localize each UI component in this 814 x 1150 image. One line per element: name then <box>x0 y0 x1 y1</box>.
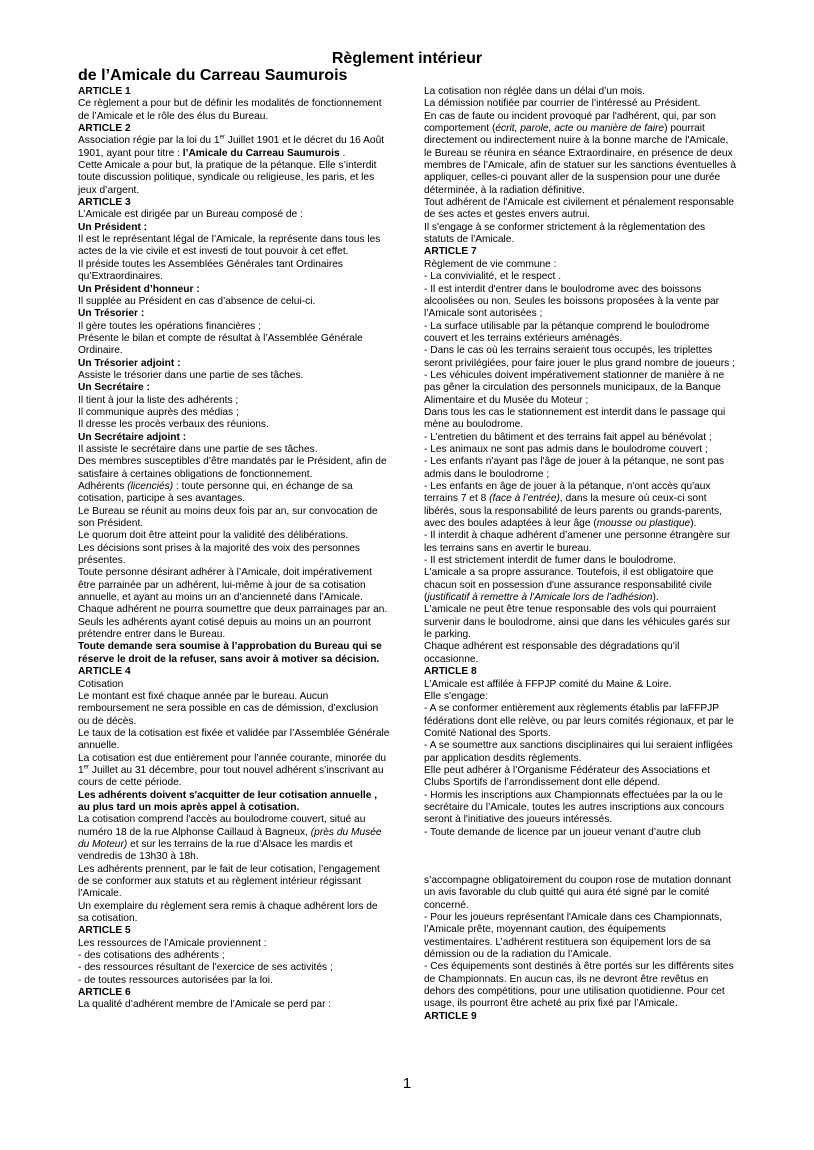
article-6-line-2: La démission notifiée par courrier de l’intéressé au Président. <box>424 98 701 110</box>
l10a: - Les enfants en âge de jouer à la pétanque, n'ont accès qu'aux terrains 7 et 8 <box>424 481 711 505</box>
right-column <box>424 86 736 1023</box>
article-7-item-12: - Il est strictement interdit de fumer dans le boulodrome. <box>424 555 676 567</box>
article-7-item-8: - Les animaux ne sont pas admis dans le boulodrome couvert ; <box>424 443 708 455</box>
l13c: ). <box>652 592 659 604</box>
l10c: , dans la mesure où ceux-ci sont libérés, sous la responsabilité de leurs parents ou grands-parents, avec des boules adaptées à leur âge ( <box>424 493 722 530</box>
article-7-item-10 <box>424 481 736 530</box>
bureau-eligibility-text: Seuls les adhérents ayant cotisé depuis au moins un an pourront prétendre entrer dans le Bureau. <box>78 616 371 641</box>
article-3-intro: L’Amicale est dirigée par un Bureau composé de : <box>78 209 303 221</box>
article-6-line-3 <box>424 111 736 197</box>
r3a: En cas de faute ou incident provoqué par l'adhérent, qui, par son comportement ( <box>424 110 716 135</box>
article-9-heading: ARTICLE 9 <box>424 1010 477 1022</box>
a4-5c: et sur les terrains de la rue d’Alsace les mardis et vendredis de 13h30 à 18h. <box>78 838 353 863</box>
article-7-item-2: - Il est interdit d'entrer dans le boulodrome avec des boissons alcoolisées ou non. Seules les boissons proposées à la vente par l’Amicale sont autorisées ; <box>424 283 720 320</box>
honorary-president-heading: Un Président d’honneur : <box>78 283 200 295</box>
article-8-text-1: L’Amicale est affilée à FFPJP comité du Maine & Loire. <box>424 678 672 690</box>
article-8-text-2: Elle s’engage: <box>424 690 489 702</box>
honorary-president-text: Il supplée au Président en cas d’absence de celui-ci. <box>78 295 316 307</box>
article-8-item-3: - Hormis les inscriptions aux Championnats effectuées par la ou le secrétaire du l’Amicale, toutes les autres inscriptions aux concours seront à l'initiative des joueurs intéressés. <box>424 789 725 826</box>
article-8-text-3: Elle peut adhérer à l’Organisme Fédérateur des Associations et Clubs Sportifs de l’arrondissement dont elle dépend. <box>424 764 710 789</box>
a2-text-d: . <box>339 147 346 159</box>
treasurer-heading: Un Trésorier : <box>78 308 145 320</box>
a2-sup: er <box>219 134 225 141</box>
article-4-heading: ARTICLE 4 <box>78 666 131 678</box>
article-4-deadline: Les adhérents doivent s'acquitter de leur cotisation annuelle , au plus tard un mois après appel à cotisation. <box>78 789 378 813</box>
left-column <box>78 86 390 1012</box>
adh-b: (licenciés) <box>127 481 174 492</box>
article-5-intro: Les ressources de l’Amicale proviennent : <box>78 937 267 949</box>
article-2-heading: ARTICLE 2 <box>78 123 131 135</box>
article-7-item-6: Dans tous les cas le stationnement est interdit dans le passage qui mène au boulodrome. <box>424 406 726 431</box>
secretary-heading: Un Secrétaire : <box>78 382 150 394</box>
article-8-item-6: - Pour les joueurs représentant l'Amicale dans ces Championnats, l’Amicale prête, moyennant caution, des équipements vestimentaires. L’adhérent restituera son équipement lors de sa démission ou de la radiation du l’Amicale. <box>424 912 723 961</box>
president-text-2: Il préside toutes les Assemblées Générales tant Ordinaires qu’Extraordinaires. <box>78 258 344 283</box>
deputy-treasurer-heading: Un Trésorier adjoint : <box>78 357 181 369</box>
a4-sup: er <box>83 764 90 771</box>
article-4-subtitle: Cotisation <box>78 678 124 690</box>
article-2-purpose: Cette Amicale a pour but, la pratique de la pétanque. Elle s’interdit toute discussion politique, syndicale ou religieuse, les paris, et les jeux d’argent. <box>78 160 377 196</box>
president-heading: Un Président : <box>78 221 148 233</box>
article-4-text-6: Les adhérents prennent, par le fait de leur cotisation, l’engagement de se conformer aux statuts et au règlement intérieur régissant l’Amicale. <box>78 863 380 900</box>
article-6-line-4: Tout adhérent de l'Amicale est civilement et pénalement responsable de ses actes et gestes envers autrui. <box>424 197 735 221</box>
article-5-heading: ARTICLE 5 <box>78 925 131 937</box>
secretary-text-3: Il dresse les procès verbaux des réunions. <box>78 419 269 431</box>
article-5-item-1: - des cotisations des adhérents ; <box>78 950 225 962</box>
members-definition <box>78 481 390 506</box>
deputy-secretary-heading: Un Secrétaire adjoint : <box>78 431 187 443</box>
page-number: 1 <box>402 1075 412 1092</box>
article-5-item-3: - de toutes ressources autorisées par la loi. <box>78 974 273 986</box>
article-7-item-5: - Les véhicules doivent impérativement stationner de manière à ne pas gêner la circulation des personnels municipaux, de la Banque Alimentaire et du Musée du Moteur ; <box>424 369 725 406</box>
article-7-damage: Chaque adhérent est responsable des dégradations qu’il occasionne. <box>424 641 680 665</box>
a2-association-name: l’Amicale du Carreau Saumurois <box>182 147 340 159</box>
sponsorship-text: Toute personne désirant adhérer à l’Amicale, doit impérativement être parrainée par un adhérent, lui-même à jour de sa cotisation annuelle, et ayant au moins un an d’ancienneté dans l’Amicale. <box>78 567 372 604</box>
article-7-item-9: - Les enfants n'ayant pas l'âge de jouer à la pétanque, ne sont pas admis dans le boulodrome ; <box>424 456 725 480</box>
column-gap <box>424 839 736 875</box>
treasurer-text-1: Il gère toutes les opérations financières ; <box>78 320 261 332</box>
article-4-text-7: Un exemplaire du règlement sera remis à chaque adhérent lors de sa cotisation. <box>78 900 378 925</box>
article-7-item-11: - Il interdit à chaque adhérent d’amener une personne étrangère sur les terrains sans en avertir le bureau. <box>424 530 731 554</box>
article-6-line-1: La cotisation non réglée dans un délai d’un mois. <box>424 86 645 97</box>
article-4-text-5 <box>78 814 390 863</box>
adh-a: Adhérents <box>78 481 128 492</box>
l10b: (face à l’entrée) <box>489 493 560 505</box>
article-2-text <box>78 135 390 160</box>
article-7-intro: Règlement de vie commune : <box>424 258 557 270</box>
article-8-item-1: - A se conformer entièrement aux règlements établis par laFFPJP fédérations dont elle relève, ou par leurs comités régionaux, et par le Comité National des Sports. <box>424 703 734 739</box>
article-6-text: La qualité d’adhérent membre de l’Amicale se perd par : <box>78 999 332 1011</box>
president-text-1: Il est le représentant légal de l’Amicale, la représente dans tous les actes de la vie civile et est investi de tout pouvoir à cet effet. <box>78 234 381 258</box>
article-8-heading: ARTICLE 8 <box>424 666 477 678</box>
r3c: ) pourrait directement ou indirectement nuire à la bonne marche de l'Amicale, le Bureau se réunira en séance Extraordinaire, en présence de deux membres de l’Amicale, afin de statuer sur les sanctions éventuelles à appliquer, celles-ci pouvant aller de la suspension pour une durée déterminée, à la radiation définitive. <box>424 123 737 196</box>
adh-c: : toute personne qui, en échange de sa cotisation, participe à ses avantages. <box>78 481 353 505</box>
approval-text: Toute demande sera soumise à l’approbation du Bureau qui se réserve le droit de la refuser, sans avoir à motiver sa décision. <box>78 641 382 665</box>
page-title: Règlement intérieur <box>331 50 483 67</box>
deputy-treasurer-text: Assiste le trésorier dans une partie de ses tâches. <box>78 369 304 381</box>
article-7-item-7: - L’entretien du bâtiment et des terrains fait appel au bénévolat ; <box>424 431 712 443</box>
article-7-insurance <box>424 567 736 604</box>
sponsorship-limit-text: Chaque adhérent ne pourra soumettre que deux parrainages par an. <box>78 604 388 616</box>
a4-5b: (près du Musée du Moteur) <box>78 826 382 850</box>
l13a: L'amicale a sa propre assurance. Toutefois, il est obligatoire que chacun soit en possession d'une assurance responsabilité civile ( <box>424 567 714 604</box>
article-7-theft: L'amicale ne peut être tenue responsable des vols qui pourraient survenir dans le boulodrome, ainsi que dans les véhicules garés sur le parking. <box>424 604 731 641</box>
article-3-heading: ARTICLE 3 <box>78 197 131 209</box>
article-4-text-1: Le montant est fixé chaque année par le bureau. Aucun remboursement ne sera possible en cas de démission, d’exclusion ou de décès. <box>78 690 379 727</box>
treasurer-text-2: Présente le bilan et compte de résultat à l’Assemblée Générale Ordinaire. <box>78 332 363 357</box>
article-8-item-5: s’accompagne obligatoirement du coupon rose de mutation donnant un avis favorable du club quitté qui aura été signé par le comité concerné. <box>424 874 731 911</box>
r3b: écrit, parole, acte ou manière de faire <box>495 123 665 135</box>
l10d: mousse ou plastique <box>596 518 691 530</box>
secretary-text-1: Il tient à jour la liste des adhérents ; <box>78 394 239 406</box>
l10e: ). <box>690 518 697 530</box>
mandated-members-text: Des membres susceptibles d’être mandatés par le Président, afin de satisfaire à certaines obligations de fonctionnement. <box>78 456 387 480</box>
article-8-item-7: - Ces équipements sont destinés à être portés sur les différents sites de Championnats. En aucun cas, ils ne devront être revêtus en dehors des compétitions, pour une utilisation quotidienne. Pour cet usage, ils pourront être acheté au prix fixé par l’Amicale. <box>424 961 734 1010</box>
a2-text-b: Juillet 1901 et le décret du 16 Août 1901, ayant pour titre : <box>78 135 385 159</box>
article-1-heading: ARTICLE 1 <box>78 86 131 97</box>
article-7-item-4: - Dans le cas où les terrains seraient tous occupés, les triplettes seront privilégiées, pour faire jouer le plus grand nombre de joueurs ; <box>424 345 735 369</box>
article-4-text-2: Le taux de la cotisation est fixée et validée par l’Assemblée Générale annuelle. <box>78 727 390 752</box>
article-1-text: Ce règlement a pour but de définir les modalités de fonctionnement de l’Amicale et le rôle des élus du Bureau. <box>78 98 382 122</box>
a4-3b: Juillet au 31 décembre, pour tout nouvel adhérent s’inscrivant au cours de cette période. <box>78 764 384 789</box>
a4-3a: La cotisation est due entièrement pour l’année courante, minorée du 1 <box>78 752 387 776</box>
article-8-item-2: - A se soumettre aux sanctions disciplinaires qui lui seraient infligées par application desdits règlements. <box>424 740 733 764</box>
article-7-item-3: - La surface utilisable par la pétanque comprend le boulodrome couvert et les terrains extérieurs aménagés. <box>424 320 710 344</box>
article-7-heading: ARTICLE 7 <box>424 246 477 258</box>
article-7-item-1: - La convivialité, et le respect . <box>424 271 562 283</box>
article-5-item-2: - des ressources résultant de l’exercice de ses activités ; <box>78 962 333 974</box>
secretary-text-2: Il communique auprès des médias ; <box>78 406 239 418</box>
article-6-heading: ARTICLE 6 <box>78 987 131 999</box>
article-8-item-4: - Toute demande de licence par un joueur venant d’autre club <box>424 826 701 838</box>
deputy-secretary-text: Il assiste le secrétaire dans une partie de ses tâches. <box>78 443 318 455</box>
page-subtitle: de l’Amicale du Carreau Saumurois <box>78 67 348 84</box>
a2-text-a: Association régie par la loi du 1 <box>78 135 220 147</box>
decisions-text: Les décisions sont prises à la majorité des voix des personnes présentes. <box>78 542 361 567</box>
bureau-meetings-text: Le Bureau se réunit au moins deux fois par an, sur convocation de son Président. <box>78 505 378 530</box>
l13b: justificatif à remettre à l'Amicale lors de l’adhésion <box>427 592 653 604</box>
a4-5a: La cotisation comprend l'accès au boulodrome couvert, situé au numéro 18 de la rue Alphonse Caillaud à Bagneux, <box>78 814 366 838</box>
article-4-text-3 <box>78 753 390 790</box>
article-6-line-5: Il s'engage à se conformer strictement à la règlementation des statuts de l'Amicale. <box>424 221 706 246</box>
quorum-text: Le quorum doit être atteint pour la validité des délibérations. <box>78 530 349 542</box>
